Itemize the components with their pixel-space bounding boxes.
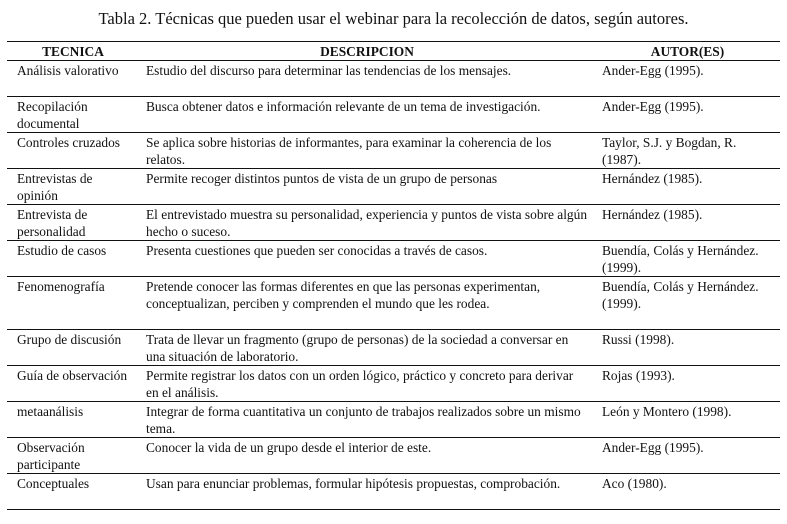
cell-autor: Hernández (1985). <box>595 169 780 205</box>
cell-autor: Buendía, Colás y Hernández. (1999). <box>595 241 780 277</box>
table-row <box>7 205 780 241</box>
cell-autor: Ander-Egg (1995). <box>595 61 780 97</box>
cell-tecnica: Conceptuales <box>7 474 139 510</box>
cell-tecnica: Observación participante <box>7 438 139 474</box>
cell-descripcion: Se aplica sobre historias de informantes, para examinar la coherencia de los relatos. <box>139 133 595 169</box>
cell-descripcion: Permite recoger distintos puntos de vista de un grupo de personas <box>139 169 595 205</box>
cell-autor: Aco (1980). <box>595 474 780 510</box>
cell-descripcion: Presenta cuestiones que pueden ser conocidas a través de casos. <box>139 241 595 277</box>
cell-descripcion: Trata de llevar un fragmento (grupo de personas) de la sociedad a conversar en una situación de laboratorio. <box>139 330 595 366</box>
cell-tecnica: Controles cruzados <box>7 133 139 169</box>
table-row <box>7 169 780 205</box>
cell-tecnica: Estudio de casos <box>7 241 139 277</box>
cell-descripcion: Conocer la vida de un grupo desde el interior de este. <box>139 438 595 474</box>
cell-descripcion: Integrar de forma cuantitativa un conjunto de trabajos realizados sobre un mismo tema. <box>139 402 595 438</box>
header-descripcion: DESCRIPCION <box>139 42 595 61</box>
cell-descripcion: Usan para enunciar problemas, formular hipótesis propuestas, comprobación. <box>139 474 595 510</box>
cell-autor: Taylor, S.J. y Bogdan, R. (1987). <box>595 133 780 169</box>
header-tecnica: TECNICA <box>7 42 139 61</box>
table-row <box>7 97 780 133</box>
cell-autor: Ander-Egg (1995). <box>595 97 780 133</box>
table-row <box>7 241 780 277</box>
cell-descripcion: Pretende conocer las formas diferentes en que las personas experimentan, conceptualizan, perciben y comprenden el mundo que les rodea. <box>139 277 595 330</box>
cell-autor: Hernández (1985). <box>595 205 780 241</box>
cell-autor: Buendía, Colás y Hernández. (1999). <box>595 277 780 330</box>
cell-descripcion: Estudio del discurso para determinar las tendencias de los mensajes. <box>139 61 595 97</box>
cell-tecnica: Análisis valorativo <box>7 61 139 97</box>
table-row <box>7 366 780 402</box>
cell-autor: León y Montero (1998). <box>595 402 780 438</box>
table-row <box>7 474 780 510</box>
cell-tecnica: Entrevistas de opinión <box>7 169 139 205</box>
table-caption: Tabla 2. Técnicas que pueden usar el webinar para la recolección de datos, según autores. <box>98 9 689 28</box>
cell-descripcion: El entrevistado muestra su personalidad, experiencia y puntos de vista sobre algún hecho o suceso. <box>139 205 595 241</box>
cell-tecnica: Guía de observación <box>7 366 139 402</box>
cell-descripcion: Permite registrar los datos con un orden lógico, práctico y concreto para derivar en el análisis. <box>139 366 595 402</box>
cell-autor: Ander-Egg (1995). <box>595 438 780 474</box>
cell-tecnica: Entrevista de personalidad <box>7 205 139 241</box>
cell-autor: Rojas (1993). <box>595 366 780 402</box>
cell-autor: Russi (1998). <box>595 330 780 366</box>
cell-tecnica: Grupo de discusión <box>7 330 139 366</box>
cell-tecnica: metaanálisis <box>7 402 139 438</box>
techniques-table <box>7 41 780 510</box>
cell-descripcion: Busca obtener datos e información relevante de un tema de investigación. <box>139 97 595 133</box>
table-row <box>7 402 780 438</box>
cell-tecnica: Recopilación documental <box>7 97 139 133</box>
table-row <box>7 438 780 474</box>
table-row <box>7 277 780 330</box>
header-autores: AUTOR(ES) <box>595 42 780 61</box>
table-row <box>7 133 780 169</box>
header-row <box>7 42 780 61</box>
table-row <box>7 61 780 97</box>
cell-tecnica: Fenomenografía <box>7 277 139 330</box>
table-row <box>7 330 780 366</box>
